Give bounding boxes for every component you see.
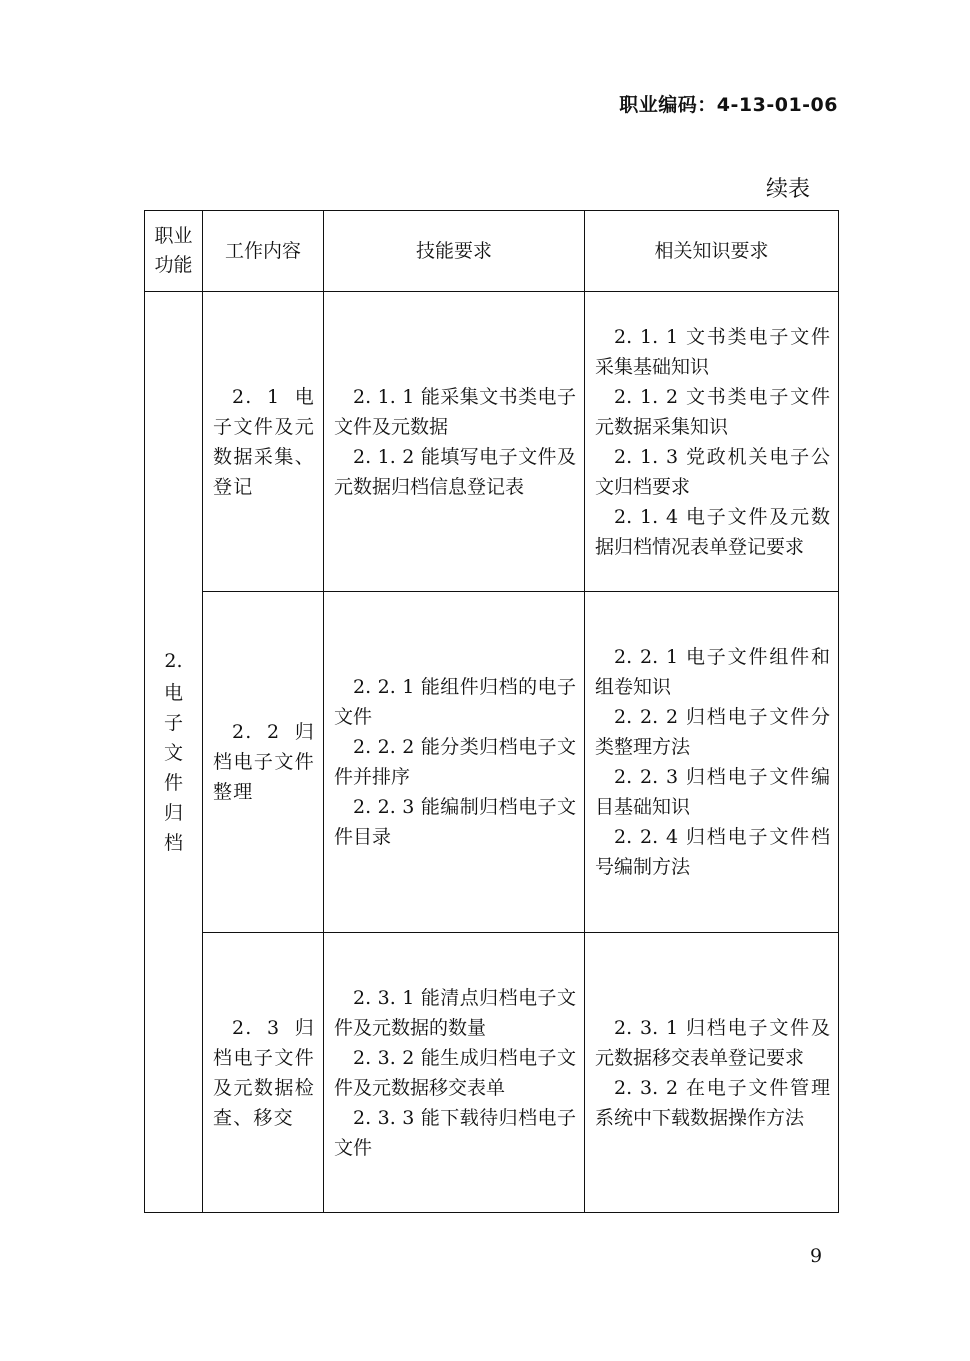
- work-content-cell: [203, 292, 324, 592]
- skill-cell: [324, 292, 585, 592]
- table-row: [145, 933, 839, 1213]
- skill-item: 2. 1. 2 能填写电子文件及元数据归档信息登记表: [334, 445, 576, 498]
- knowledge-cell: [585, 933, 839, 1213]
- header-knowledge-requirements: 相关知识要求: [585, 211, 839, 292]
- skill-item: 2. 3. 2 能生成归档电子文件及元数据移交表单: [334, 1046, 576, 1099]
- knowledge-item: 2. 2. 4 归档电子文件档号编制方法: [595, 826, 830, 878]
- skills-table: [144, 210, 839, 1213]
- function-cell: [145, 292, 203, 1213]
- table-row: [145, 592, 839, 933]
- knowledge-item: 2. 1. 4 电子文件及元数据归档情况表单登记要求: [595, 505, 830, 558]
- skill-item: 2. 1. 1 能采集文书类电子文件及元数据: [334, 385, 576, 438]
- knowledge-item: 2. 2. 3 归档电子文件编目基础知识: [595, 766, 830, 818]
- occupation-code: 职业编码：4-13-01-06: [619, 94, 838, 116]
- header-function: [145, 211, 203, 292]
- skill-item: 2. 3. 1 能清点归档电子文件及元数据的数量: [334, 986, 576, 1039]
- work-content-text: 2. 3 归档电子文件及元数据检查、移交: [213, 1016, 315, 1129]
- knowledge-item: 2. 1. 3 党政机关电子公文归档要求: [595, 445, 830, 498]
- table-row: [145, 292, 839, 592]
- function-char: 归: [163, 802, 183, 824]
- function-char: 子: [163, 712, 183, 734]
- knowledge-item: 2. 3. 2 在电子文件管理系统中下载数据操作方法: [595, 1076, 830, 1129]
- header-function-line2: 功能: [154, 254, 193, 276]
- table-header-row: [145, 211, 839, 292]
- skill-item: 2. 3. 3 能下载待归档电子文件: [334, 1106, 576, 1159]
- page-number: 9: [810, 1245, 823, 1267]
- knowledge-item: 2. 2. 2 归档电子文件分类整理方法: [595, 706, 830, 758]
- continued-label: 续表: [766, 177, 811, 202]
- knowledge-item: 2. 3. 1 归档电子文件及元数据移交表单登记要求: [595, 1016, 830, 1069]
- function-char: 件: [163, 772, 183, 794]
- knowledge-cell: [585, 592, 839, 933]
- knowledge-item: 2. 1. 1 文书类电子文件采集基础知识: [595, 325, 830, 378]
- work-content-text: 2. 2 归档电子文件整理: [213, 721, 315, 803]
- skill-item: 2. 2. 1 能组件归档的电子文件: [334, 676, 576, 728]
- knowledge-cell: [585, 292, 839, 592]
- knowledge-item: 2. 2. 1 电子文件组件和组卷知识: [595, 646, 830, 698]
- header-work-content: 工作内容: [203, 211, 324, 292]
- function-char: 文: [163, 742, 183, 764]
- knowledge-item: 2. 1. 2 文书类电子文件元数据采集知识: [595, 385, 830, 438]
- function-char: 电: [163, 682, 183, 704]
- work-content-cell: [203, 592, 324, 933]
- work-content-cell: [203, 933, 324, 1213]
- skill-item: 2. 2. 3 能编制归档电子文件目录: [334, 796, 576, 848]
- skill-cell: [324, 933, 585, 1213]
- skill-item: 2. 2. 2 能分类归档电子文件并排序: [334, 736, 576, 788]
- function-number: 2.: [164, 650, 183, 672]
- function-char: 档: [163, 832, 183, 854]
- work-content-text: 2. 1 电子文件及元数据采集、登记: [213, 385, 315, 498]
- header-function-line1: 职业: [154, 225, 193, 247]
- header-skill-requirements: 技能要求: [324, 211, 585, 292]
- skill-cell: [324, 592, 585, 933]
